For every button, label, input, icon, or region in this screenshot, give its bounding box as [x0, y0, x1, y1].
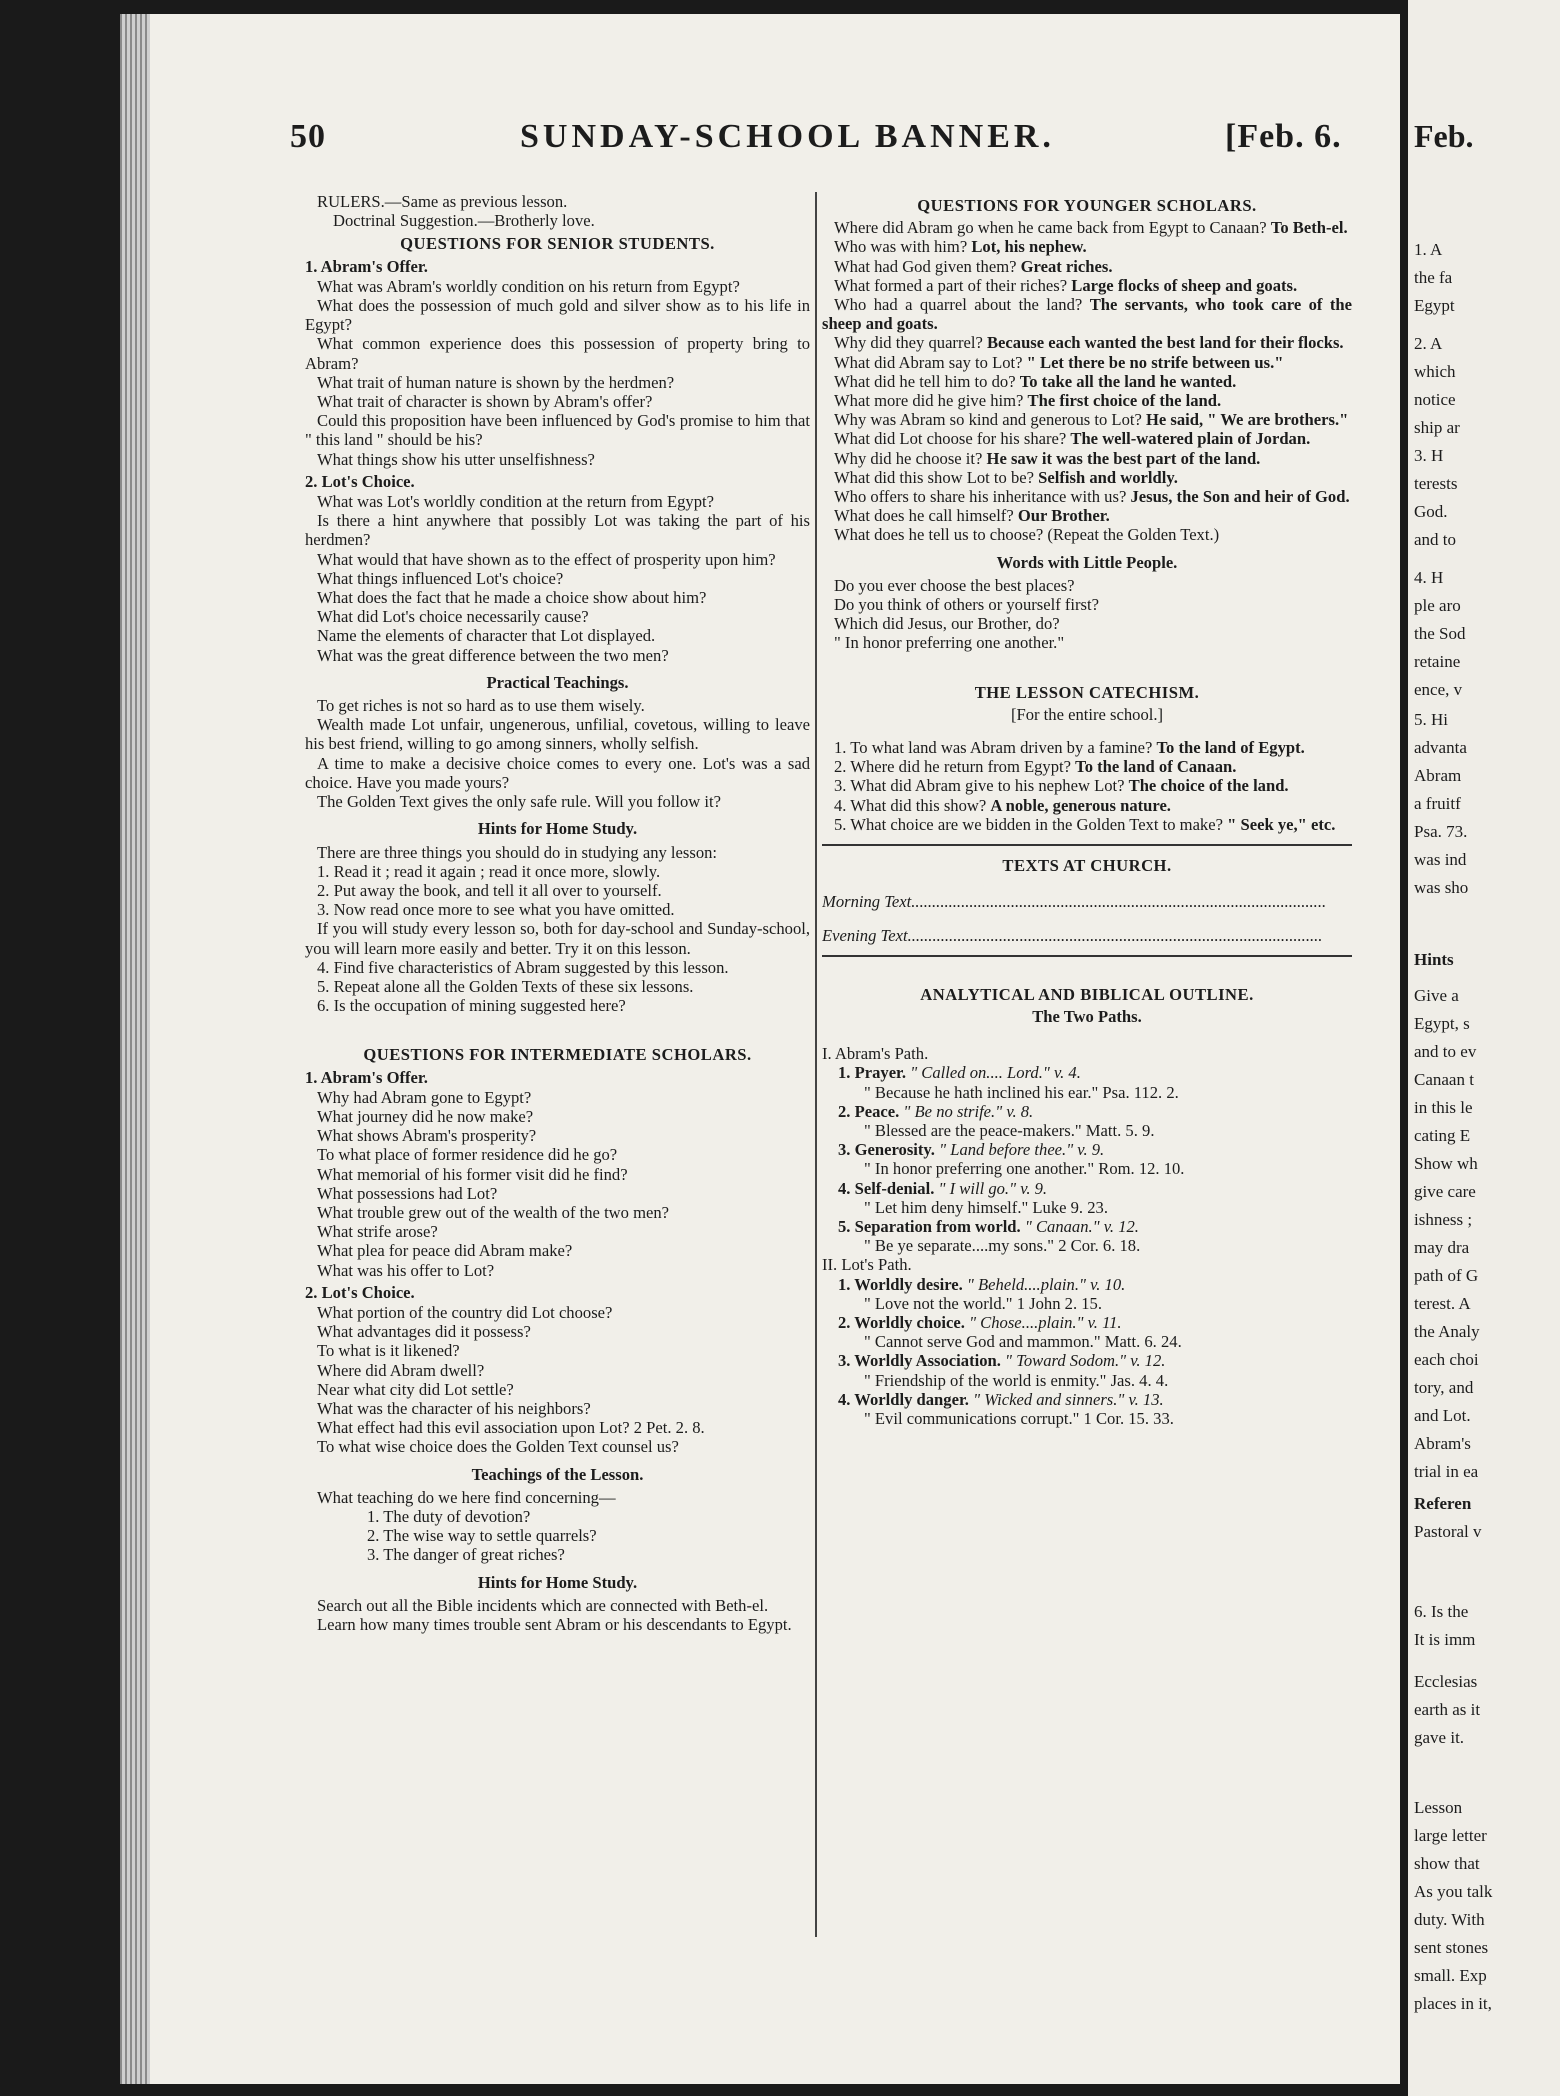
page-number: 50	[290, 118, 326, 155]
outline-item-title: 2. Peace.	[838, 1101, 900, 1121]
facing-page-fragment: As you talk	[1414, 1882, 1493, 1901]
younger-qa	[822, 487, 1352, 506]
morning-text-line[interactable]: Morning Text....................................................................................................	[822, 892, 1327, 912]
question: What was Abram's worldly condition on his return from Egypt?	[317, 276, 740, 296]
facing-page-fragment: large letter	[1414, 1826, 1487, 1845]
outline-item-reference: " Friendship of the world is enmity." Jas. 4. 4.	[864, 1370, 1169, 1390]
younger-qa-answer: " Let there be no strife between us."	[1026, 352, 1284, 372]
facing-page-fragment: and to	[1414, 530, 1457, 549]
younger-qa-question: Who was with him?	[834, 237, 972, 257]
facing-page-fragment: notice	[1414, 390, 1456, 409]
hint-paragraph: Learn how many times trouble sent Abram or his descendants to Egypt.	[317, 1615, 792, 1635]
facing-page-fragment: terest. A	[1414, 1294, 1471, 1313]
question: Why had Abram gone to Egypt?	[317, 1087, 532, 1107]
facing-page-fragment: give care	[1414, 1182, 1476, 1201]
hints-intro: There are three things you should do in studying any lesson:	[317, 842, 718, 862]
senior-section-2: 2. Lot's Choice.	[305, 471, 415, 491]
facing-page-fragment: Canaan t	[1414, 1070, 1474, 1089]
page-date: [Feb. 6.	[1225, 118, 1342, 155]
facing-page-fragment: ence, v	[1414, 680, 1463, 699]
question: What memorial of his former visit did he find?	[317, 1164, 628, 1184]
catechism-qa	[822, 738, 1352, 757]
path-1-items	[822, 1063, 1352, 1255]
facing-page-fragment: which	[1414, 362, 1456, 381]
younger-qa	[822, 372, 1352, 391]
question: To what place of former residence did he go?	[317, 1145, 618, 1165]
question: What advantages did it possess?	[317, 1322, 531, 1342]
younger-qa-answer: The well-watered plain of Jordan.	[1070, 429, 1311, 449]
hint-paragraph: Search out all the Bible incidents which are connected with Beth-el.	[317, 1595, 769, 1615]
facing-page-fragment: duty. With	[1414, 1910, 1485, 1929]
facing-page-fragment: path of G	[1414, 1266, 1479, 1285]
teaching-line: To get riches is not so hard as to use them wisely.	[317, 696, 645, 716]
question: What effect had this evil association upon Lot? 2 Pet. 2. 8.	[317, 1418, 705, 1438]
facing-page-fragment: Pastoral v	[1414, 1522, 1482, 1541]
question: What does the fact that he made a choice show about him?	[317, 588, 707, 608]
question: What was Lot's worldly condition at the return from Egypt?	[317, 492, 714, 512]
facing-page-fragment: Lesson	[1414, 1798, 1463, 1817]
facing-page-fragment: sent stones	[1414, 1938, 1489, 1957]
facing-page-fragment: ship ar	[1414, 418, 1460, 437]
facing-page	[1408, 0, 1560, 2096]
outline-item-title: 3. Worldly Association.	[838, 1351, 1001, 1371]
outline-item-title: 5. Separation from world.	[838, 1216, 1021, 1236]
younger-qa-answer: The first choice of the land.	[1027, 391, 1222, 411]
facing-page-fragment: God.	[1414, 502, 1448, 521]
catechism-qa	[822, 757, 1352, 776]
facing-page-fragment: may dra	[1414, 1238, 1470, 1257]
question: What trouble grew out of the wealth of the two men?	[317, 1202, 670, 1222]
path-2-items	[822, 1275, 1352, 1429]
question: Could this proposition have been influenced by God's promise to him that " this land " should be his?	[305, 411, 810, 450]
younger-qa-question: Why did he choose it?	[834, 448, 987, 468]
younger-qa	[822, 449, 1352, 468]
hints-heading: Hints for Home Study.	[477, 819, 638, 839]
outline-item-quote: " Wicked and sinners." v. 13.	[968, 1389, 1164, 1409]
senior-questions-2	[305, 492, 810, 665]
words-heading: Words with Little People.	[996, 552, 1178, 572]
hint-paragraph: 4. Find five characteristics of Abram suggested by this lesson.	[317, 957, 729, 977]
outline-item-quote: " Land before thee." v. 9.	[934, 1140, 1105, 1160]
words-list	[822, 576, 1352, 653]
facing-page-fragment: ishness ;	[1414, 1210, 1473, 1229]
catechism-subheading: [For the entire school.]	[1010, 704, 1164, 724]
practical-teachings	[305, 696, 810, 811]
catechism-qa-question: 1. To what land was Abram driven by a famine?	[834, 738, 1157, 758]
question: What journey did he now make?	[317, 1106, 534, 1126]
facing-page-fragment: Give a	[1414, 986, 1459, 1005]
outline-item-reference: " Evil communications corrupt." 1 Cor. 15. 33.	[864, 1408, 1174, 1428]
column-divider	[815, 192, 817, 1937]
outline-item	[822, 1102, 1352, 1121]
catechism-qa-answer: A noble, generous nature.	[990, 795, 1171, 815]
facing-page-fragment: It is imm	[1414, 1630, 1476, 1649]
facing-page-fragment: Abram	[1414, 766, 1462, 785]
outline-item-quote: " Chose....plain." v. 11.	[964, 1312, 1122, 1332]
teaching-item: 1. The duty of devotion?	[367, 1507, 531, 1526]
words-item: Do you think of others or yourself first?	[834, 595, 1099, 615]
facing-page-fragment: Egypt, s	[1414, 1014, 1470, 1033]
younger-qa-answer: To take all the land he wanted.	[1019, 371, 1237, 391]
younger-qa-answer: Our Brother.	[1017, 506, 1110, 526]
younger-qa	[822, 506, 1352, 525]
facing-page-fragment: Egypt	[1414, 296, 1455, 315]
question: What was the great difference between the two men?	[317, 645, 669, 665]
facing-page-fragment: tory, and	[1414, 1378, 1474, 1397]
catechism-qa-answer: To the land of Canaan.	[1075, 757, 1237, 777]
facing-page-fragment: Abram's	[1414, 1434, 1471, 1453]
hint-item: 3. Now read once more to see what you have omitted.	[317, 900, 675, 920]
facing-page-fragment: was ind	[1414, 850, 1467, 869]
facing-page-fragment: 5. Hi	[1414, 710, 1448, 729]
question: What does the possession of much gold and silver show as to his life in Egypt?	[305, 296, 810, 335]
younger-qa-question: What did Lot choose for his share?	[834, 429, 1071, 449]
facing-page-fragment: Show wh	[1414, 1154, 1478, 1173]
outline-item-quote: " Called on.... Lord." v. 4.	[906, 1063, 1081, 1083]
facing-page-fragment: terests	[1414, 474, 1458, 493]
facing-page-fragment: 3. H	[1414, 446, 1444, 465]
outline-item-reference: " Let him deny himself." Luke 9. 23.	[864, 1197, 1108, 1217]
younger-qa-answer: To Beth-el.	[1270, 218, 1348, 238]
evening-text-line[interactable]: Evening Text....................................................................................................	[822, 925, 1323, 945]
teachings-heading: Teachings of the Lesson.	[471, 1464, 644, 1484]
younger-qa-question: What more did he give him?	[834, 391, 1028, 411]
catechism-qa	[822, 776, 1352, 795]
catechism-qa-answer: The choice of the land.	[1128, 776, 1289, 796]
younger-qa-answer: Great riches.	[1020, 256, 1113, 276]
teachings-list	[305, 1507, 810, 1565]
question: What portion of the country did Lot choose?	[317, 1302, 613, 1322]
question: Is there a hint anywhere that possibly Lot was taking the part of his herdmen?	[305, 511, 810, 550]
question: What shows Abram's prosperity?	[317, 1126, 537, 1146]
younger-qa	[822, 257, 1352, 276]
question: What things influenced Lot's choice?	[317, 568, 564, 588]
facing-page-fragment: a fruitf	[1414, 794, 1461, 813]
question: To what wise choice does the Golden Text counsel us?	[317, 1437, 679, 1457]
outline-item-reference: " Cannot serve God and mammon." Matt. 6. 24.	[864, 1332, 1182, 1352]
catechism-qa	[822, 815, 1352, 834]
facing-page-fragment: show that	[1414, 1854, 1480, 1873]
question: Where did Abram dwell?	[317, 1360, 485, 1380]
facing-page-fragment: Feb.	[1414, 118, 1474, 154]
facing-page-fragment: 6. Is the	[1414, 1602, 1469, 1621]
facing-page-fragment: was sho	[1414, 878, 1469, 897]
teaching-item: 3. The danger of great riches?	[367, 1545, 565, 1565]
outline-item-quote: " Beheld....plain." v. 10.	[962, 1274, 1126, 1294]
words-item: Which did Jesus, our Brother, do?	[834, 614, 1060, 634]
hint-paragraph: 5. Repeat alone all the Golden Texts of these six lessons.	[317, 976, 694, 996]
morning-text-label: Morning Text	[822, 892, 912, 912]
catechism-qa-answer: " Seek ye," etc.	[1227, 814, 1336, 834]
question: Near what city did Lot settle?	[317, 1379, 514, 1399]
teaching-item: 2. The wise way to settle quarrels?	[367, 1526, 597, 1546]
facing-page-fragment: each choi	[1414, 1350, 1479, 1369]
younger-qa-question: Who had a quarrel about the land?	[834, 295, 1090, 315]
younger-qa-question: What did he tell him to do?	[834, 371, 1020, 391]
younger-heading: QUESTIONS FOR YOUNGER SCHOLARS.	[917, 196, 1257, 215]
younger-qa	[822, 218, 1352, 237]
younger-qa	[822, 429, 1352, 448]
path-1-heading: I. Abram's Path.	[822, 1044, 929, 1064]
younger-qa-question: What did Abram say to Lot?	[834, 352, 1027, 372]
younger-qa-question: Who offers to share his inheritance with us?	[834, 487, 1131, 507]
younger-qa	[822, 333, 1352, 352]
intermediate-section-2: 2. Lot's Choice.	[305, 1282, 415, 1302]
question: What plea for peace did Abram make?	[317, 1241, 573, 1261]
path-2-heading: II. Lot's Path.	[822, 1255, 912, 1275]
outline-item-title: 1. Prayer.	[838, 1063, 907, 1083]
younger-qa-question: What did this show Lot to be?	[834, 467, 1039, 487]
hints2-body	[305, 1596, 810, 1634]
younger-qa-question: What had God given them?	[834, 256, 1021, 276]
senior-questions-1	[305, 277, 810, 469]
younger-qa-question: Why did they quarrel?	[834, 333, 987, 353]
younger-qa	[822, 468, 1352, 487]
evening-text-label: Evening Text	[822, 925, 908, 945]
facing-page-fragment: gave it.	[1414, 1728, 1465, 1747]
question: Name the elements of character that Lot displayed.	[317, 626, 656, 646]
catechism-list	[822, 738, 1352, 834]
outline-item-reference: " Be ye separate....my sons." 2 Cor. 6. 18.	[864, 1236, 1141, 1256]
texts-heading: TEXTS AT CHURCH.	[1002, 856, 1172, 876]
facing-page-fragment: advanta	[1414, 738, 1467, 757]
page-edges	[120, 14, 150, 2084]
question: What trait of character is shown by Abram's offer?	[317, 392, 653, 412]
question: What common experience does this possession of property bring to Abram?	[305, 334, 810, 373]
younger-qa	[822, 391, 1352, 410]
facing-page-fragment: 2. A	[1414, 334, 1443, 353]
younger-qa-answer: Large flocks of sheep and goats.	[1071, 275, 1298, 295]
page-title: SUNDAY-SCHOOL BANNER.	[520, 118, 1055, 155]
outline-item-quote: " Toward Sodom." v. 12.	[1000, 1351, 1166, 1371]
facing-page-fragment: places in it,	[1414, 1994, 1492, 2013]
catechism-qa-question: 2. Where did he return from Egypt?	[834, 757, 1076, 777]
outline-item	[822, 1063, 1352, 1082]
outline-item	[822, 1275, 1352, 1294]
question: What did Lot's choice necessarily cause?	[317, 607, 589, 627]
facing-page-fragment: in this le	[1414, 1098, 1473, 1117]
catechism-qa-question: 4. What did this show?	[834, 795, 991, 815]
hints-more	[305, 919, 810, 1015]
hints-list	[305, 862, 810, 920]
teaching-line: Wealth made Lot unfair, ungenerous, unfilial, covetous, willing to leave his best friend, willing to go among sinners, wholly selfish.	[305, 715, 810, 754]
younger-qa	[822, 525, 1352, 544]
outline-item-quote: " I will go." v. 9.	[934, 1178, 1048, 1198]
facing-page-fragment: cating E	[1414, 1126, 1471, 1145]
outline-item	[822, 1140, 1352, 1159]
outline-item-reference: " Love not the world." 1 John 2. 15.	[864, 1293, 1103, 1313]
younger-qa-question: Why was Abram so kind and generous to Lot?	[834, 410, 1146, 430]
senior-section-1: 1. Abram's Offer.	[305, 256, 428, 276]
catechism-qa	[822, 796, 1352, 815]
hint-paragraph: 6. Is the occupation of mining suggested here?	[317, 996, 626, 1016]
outline-item	[822, 1390, 1352, 1409]
younger-qa-answer: The servants, who took care of the sheep and goats.	[822, 295, 1352, 334]
right-column	[822, 192, 1352, 1428]
rulers-line: RULERS.—Same as previous lesson.	[317, 192, 568, 211]
rule-1	[822, 844, 1352, 846]
intermediate-questions-2	[305, 1303, 810, 1457]
outline-item-quote: " Canaan." v. 12.	[1020, 1216, 1139, 1236]
younger-qa	[822, 276, 1352, 295]
facing-page-fragment: earth as it	[1414, 1700, 1481, 1719]
younger-qa-question: Where did Abram go when he came back from Egypt to Canaan?	[834, 218, 1271, 238]
younger-qa-answer: He saw it was the best part of the land.	[986, 448, 1261, 468]
facing-page-fragment: 1. A	[1414, 240, 1443, 259]
question: What was his offer to Lot?	[317, 1260, 495, 1280]
catechism-qa-answer: To the land of Egypt.	[1156, 738, 1305, 758]
outline-item-quote: " Be no strife." v. 8.	[899, 1101, 1034, 1121]
hint-paragraph: If you will study every lesson so, both for day-school and Sunday-school, you will learn more easily and better. Try it on this lesson.	[305, 919, 810, 958]
outline-item-title: 1. Worldly desire.	[838, 1274, 963, 1294]
facing-page-fragment: Referen	[1414, 1494, 1472, 1513]
senior-heading: QUESTIONS FOR SENIOR STUDENTS.	[400, 234, 715, 254]
rule-2	[822, 955, 1352, 957]
younger-qa-question: What does he call himself?	[834, 506, 1018, 526]
younger-qa-question: What does he tell us to choose? (Repeat the Golden Text.)	[834, 525, 1220, 545]
facing-page-fragment: retaine	[1414, 652, 1461, 671]
intermediate-questions-1	[305, 1088, 810, 1280]
facing-page-fragment: and to ev	[1414, 1042, 1477, 1061]
question: What was the character of his neighbors?	[317, 1398, 591, 1418]
question: What possessions had Lot?	[317, 1183, 498, 1203]
younger-qa	[822, 353, 1352, 372]
practical-heading: Practical Teachings.	[486, 672, 629, 692]
outline-item	[822, 1179, 1352, 1198]
outline-item	[822, 1351, 1352, 1370]
words-item: " In honor preferring one another."	[834, 633, 1065, 653]
hint-item: 2. Put away the book, and tell it all over to yourself.	[317, 880, 662, 900]
younger-qa-answer: Because each wanted the best land for their flocks.	[986, 333, 1344, 353]
question: What trait of human nature is shown by the herdmen?	[317, 372, 675, 392]
younger-qa	[822, 237, 1352, 256]
younger-qa-answer: Lot, his nephew.	[971, 237, 1087, 257]
facing-page-fragment: small. Exp	[1414, 1966, 1487, 1985]
catechism-qa-question: 5. What choice are we bidden in the Golden Text to make?	[834, 814, 1228, 834]
outline-item-title: 3. Generosity.	[838, 1140, 935, 1160]
outline-item-title: 4. Self-denial.	[838, 1178, 935, 1198]
younger-qa	[822, 410, 1352, 429]
question: What strife arose?	[317, 1222, 438, 1242]
doctrinal-line: Doctrinal Suggestion.—Brotherly love.	[333, 211, 595, 231]
teachings-intro: What teaching do we here find concerning—	[317, 1487, 616, 1507]
question: What things show his utter unselfishness?	[317, 449, 595, 469]
facing-page-fragment: the Analy	[1414, 1322, 1480, 1341]
facing-page-fragment: Psa. 73.	[1414, 822, 1468, 841]
facing-page-fragment: the Sod	[1414, 624, 1466, 643]
younger-qa-answer: Jesus, the Son and heir of God.	[1130, 487, 1350, 507]
outline-item-title: 2. Worldly choice.	[838, 1312, 965, 1332]
outline-item-reference: " Blessed are the peace-makers." Matt. 5. 9.	[864, 1120, 1155, 1140]
intermediate-section-1: 1. Abram's Offer.	[305, 1067, 428, 1087]
outline-subheading: The Two Paths.	[1032, 1006, 1142, 1026]
younger-questions	[822, 218, 1352, 544]
teaching-line: The Golden Text gives the only safe rule. Will you follow it?	[317, 792, 722, 812]
hints2-heading: Hints for Home Study.	[477, 1572, 638, 1592]
outline-item-reference: " Because he hath inclined his ear." Psa. 112. 2.	[864, 1082, 1179, 1102]
question: What would that have shown as to the effect of prosperity upon him?	[317, 549, 776, 569]
hint-item: 1. Read it ; read it again ; read it once more, slowly.	[317, 861, 661, 881]
outline-item	[822, 1217, 1352, 1236]
left-column	[305, 192, 810, 1634]
younger-qa-answer: Selfish and worldly.	[1038, 467, 1178, 487]
facing-page-fragment: ple aro	[1414, 596, 1461, 615]
intermediate-heading: QUESTIONS FOR INTERMEDIATE SCHOLARS.	[363, 1045, 752, 1065]
facing-page-fragment: trial in ea	[1414, 1462, 1479, 1481]
outline-heading: ANALYTICAL AND BIBLICAL OUTLINE.	[920, 984, 1254, 1004]
younger-qa-question: What formed a part of their riches?	[834, 275, 1072, 295]
teaching-line: A time to make a decisive choice comes to every one. Lot's was a sad choice. Have you made yours?	[305, 753, 810, 792]
facing-page-fragment: 4. H	[1414, 568, 1444, 587]
outline-item	[822, 1313, 1352, 1332]
facing-page-fragment: Ecclesias	[1414, 1672, 1478, 1691]
facing-page-fragment: Hints	[1414, 950, 1454, 969]
facing-page-fragment: and Lot.	[1414, 1406, 1471, 1425]
outline-item-reference: " In honor preferring one another." Rom. 12. 10.	[864, 1159, 1185, 1179]
facing-page-fragment: the fa	[1414, 268, 1453, 287]
catechism-heading: THE LESSON CATECHISM.	[974, 682, 1200, 702]
outline-item-title: 4. Worldly danger.	[838, 1389, 969, 1409]
words-item: Do you ever choose the best places?	[834, 575, 1075, 595]
younger-qa	[822, 295, 1352, 333]
catechism-qa-question: 3. What did Abram give to his nephew Lot?	[834, 776, 1129, 796]
question: To what is it likened?	[317, 1341, 460, 1361]
younger-qa-answer: He said, " We are brothers."	[1146, 410, 1349, 430]
